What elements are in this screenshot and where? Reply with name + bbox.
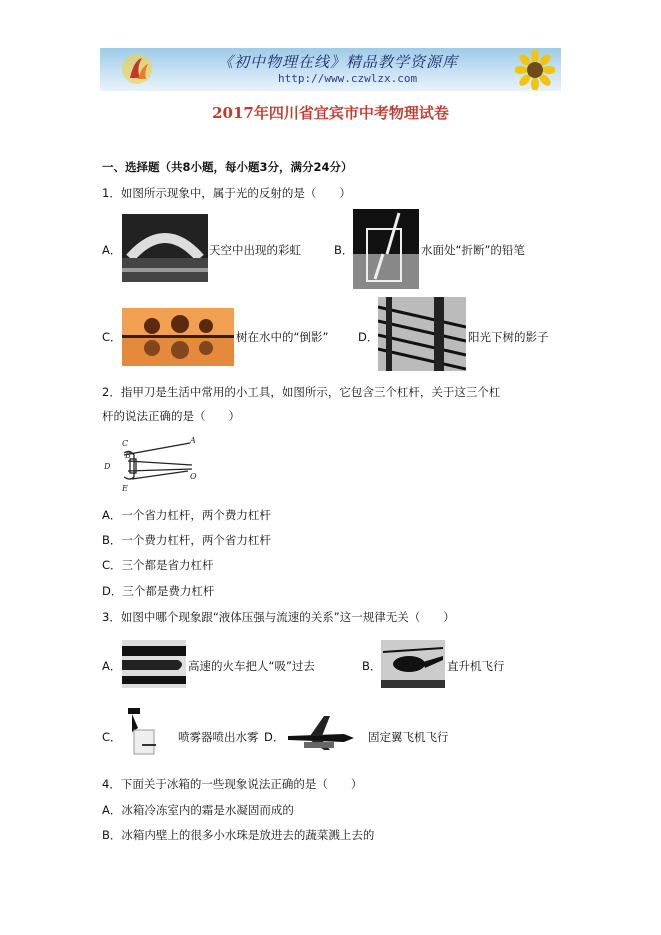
q1-option-a-text: 天空中出现的彩虹 <box>209 243 301 257</box>
banner-title: 《初中物理在线》精品教学资源库 <box>218 53 459 71</box>
banner-url: http://www.czwlzx.com <box>278 72 418 85</box>
q2-stem-line2: 杆的说法正确的是（ ） <box>102 409 240 423</box>
q1-stem: 1．如图所示现象中，属于光的反射的是（ ） <box>102 186 351 200</box>
q1-pencil-water-image <box>353 209 419 289</box>
q1-option-c-text: 树在水中的“倒影” <box>236 330 329 344</box>
q2-label-c: C <box>122 439 129 448</box>
q4-option-a: A．冰箱冷冻室内的霜是水凝固而成的 <box>102 803 294 817</box>
q1-option-d-text: 阳光下树的影子 <box>468 330 549 344</box>
q1-option-c-letter: C． <box>102 330 122 344</box>
q2-label-b: B <box>125 451 131 460</box>
q2-option-a: A．一个省力杠杆，两个费力杠杆 <box>102 508 271 522</box>
q2-stem-line1: 2．指甲刀是生活中常用的小工具，如图所示，它包含三个杠杆，关于这三个杠 <box>102 385 501 399</box>
q3-option-b-letter: B． <box>362 659 382 673</box>
q1-option-b-letter: B． <box>334 243 354 257</box>
q3-option-d-text: 固定翼飞机飞行 <box>368 730 449 744</box>
section-heading: 一、选择题（共8小题，每小题3分，满分24分） <box>102 160 353 174</box>
q3-stem: 3．如图中哪个现象跟“液体压强与流速的关系”这一规律无关（ ） <box>102 610 455 624</box>
q2-nail-clipper-diagram <box>102 435 198 495</box>
site-logo-icon <box>120 52 154 86</box>
q1-option-a-letter: A． <box>102 243 122 257</box>
q3-option-a-text: 高速的火车把人“吸”过去 <box>188 659 315 673</box>
exam-title: 2017年四川省宜宾市中考物理试卷 <box>212 104 449 122</box>
q3-train-image <box>122 640 186 688</box>
q2-label-e: E <box>122 484 128 493</box>
q3-helicopter-image <box>381 640 445 688</box>
q2-label-d: D <box>104 462 111 471</box>
q2-label-a: A <box>190 436 196 445</box>
q4-stem: 4．下面关于冰箱的一些现象说法正确的是（ ） <box>102 777 363 791</box>
q3-sprayer-image <box>122 704 176 762</box>
q2-label-o: O <box>190 472 197 481</box>
q3-option-c-letter: C． <box>102 730 122 744</box>
q1-option-d-letter: D． <box>358 330 379 344</box>
q1-tree-reflection-image <box>122 308 234 366</box>
q2-option-d: D．三个都是费力杠杆 <box>102 584 215 598</box>
sunflower-icon <box>515 50 555 90</box>
q3-airplane-image <box>284 712 356 754</box>
q1-tree-shadow-image <box>378 297 466 371</box>
header-banner <box>100 48 561 91</box>
q2-option-b: B．一个费力杠杆，两个省力杠杆 <box>102 533 271 547</box>
q2-option-c: C．三个都是省力杠杆 <box>102 558 214 572</box>
q3-option-c-text: 喷雾器喷出水雾 <box>178 730 259 744</box>
q3-option-b-text: 直升机飞行 <box>447 659 505 673</box>
q1-rainbow-image <box>122 214 208 282</box>
q1-option-b-text: 水面处“折断”的铅笔 <box>421 243 525 257</box>
q3-option-d-letter: D． <box>264 730 285 744</box>
q3-option-a-letter: A． <box>102 659 122 673</box>
q4-option-b: B．冰箱内壁上的很多小水珠是放进去的蔬菜溅上去的 <box>102 828 375 842</box>
